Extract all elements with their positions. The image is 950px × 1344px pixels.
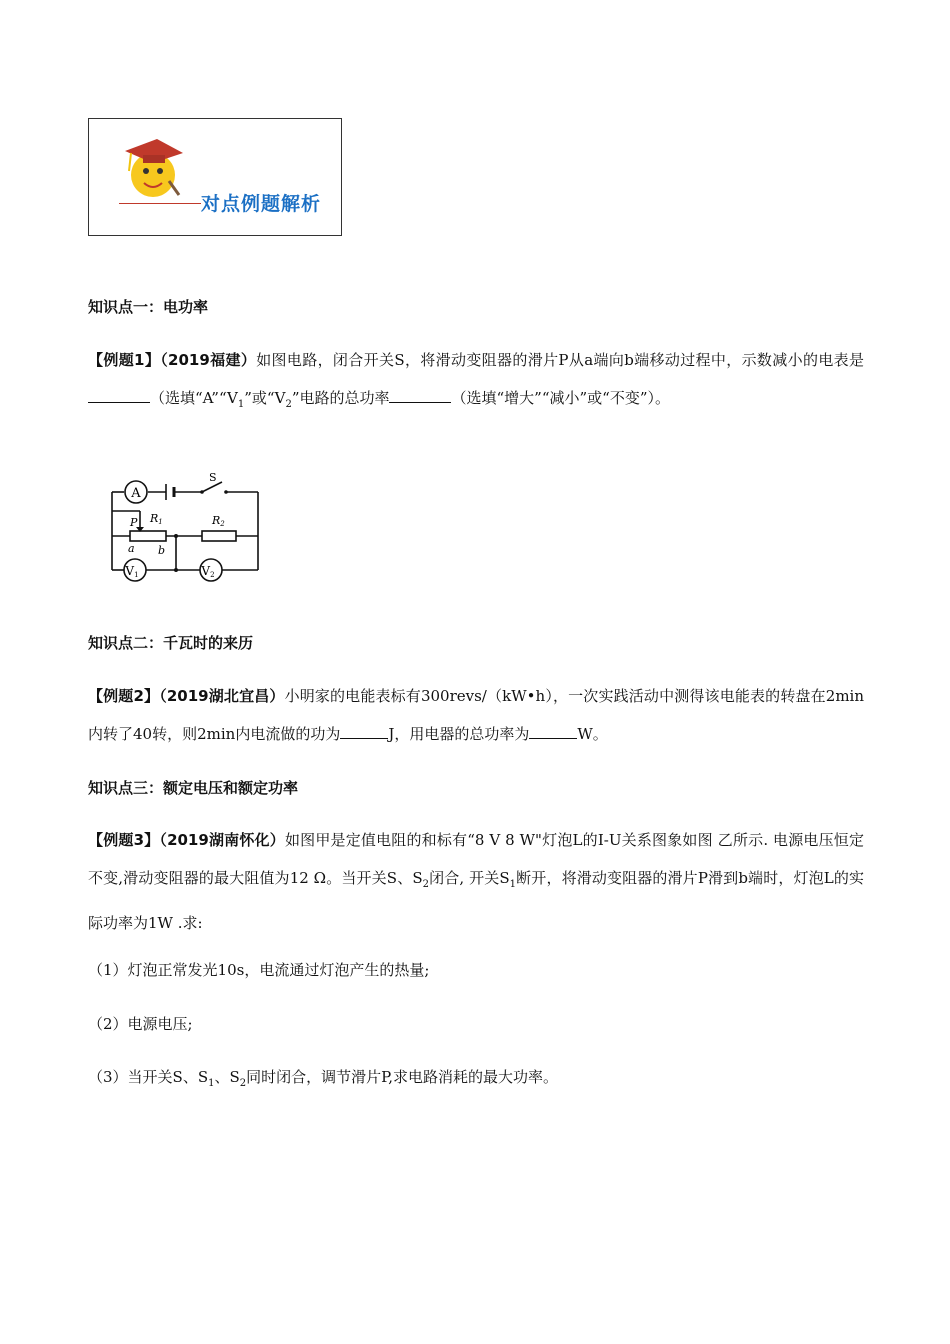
answer-blank[interactable] bbox=[340, 724, 388, 739]
answer-blank[interactable] bbox=[529, 724, 577, 739]
example-1: 【例题1】（2019福建）如图电路，闭合开关S，将滑动变阻器的滑片P从a端向b端移动过程中，示数减小的电表是（选填“$A”“V_1$”或“$V_2$”电路的总功率 （选填“增大”“减小”或“不变”）。 bbox=[88, 351, 865, 410]
answer-blank[interactable] bbox=[389, 388, 451, 403]
svg-text:a: a bbox=[128, 542, 135, 555]
question-3: （3）当开关S、$S_1$、$S_2$同时闭合，调节滑片P,求电路消耗的最大功率。 bbox=[88, 1068, 558, 1089]
svg-text:P: P bbox=[130, 516, 138, 529]
banner-rule bbox=[119, 203, 201, 204]
svg-text:A: A bbox=[131, 486, 141, 501]
example-label: 【例题3】 bbox=[88, 831, 160, 849]
svg-text:V2: V2 bbox=[201, 564, 215, 579]
section-heading-1: 知识点一：电功率 bbox=[88, 298, 209, 316]
svg-text:b: b bbox=[158, 544, 166, 557]
circuit-diagram bbox=[104, 470, 264, 582]
example-label: 【例题1】 bbox=[88, 351, 161, 369]
example-2: 【例题2】（2019湖北宜昌）小明家的电能表标有300revs/（kW•h），一次实践活动中测得该电能表的转盘在2min内转了40转，则2min内电流做的功为 J，用电器的总功率为 W。 bbox=[88, 687, 865, 743]
banner-title: 对点例题解析 bbox=[201, 193, 322, 215]
section-banner bbox=[88, 118, 342, 236]
section-heading-3: 知识点三：额定电压和额定功率 bbox=[88, 779, 299, 797]
question-2: （2）电源电压; bbox=[88, 1015, 193, 1033]
resistor-icon bbox=[202, 531, 236, 541]
example-3: 【例题3】（2019湖南怀化）如图甲是定值电阻的和标有“8 V 8 W"灯泡L的I-U关系图象如图 乙所示. 电源电压恒定不变,滑动变阻器的最大阻值为12 Ω。当开关S、$S_2$闭合, 开关$S_1$断开，将滑动变阻器的滑片P滑到b端时，灯泡L的实际功率为1W .求: bbox=[88, 831, 864, 932]
rheostat-icon bbox=[130, 531, 166, 541]
question-1: （1）灯泡正常发光10s，电流通过灯泡产生的热量; bbox=[88, 961, 430, 979]
section-heading-2: 知识点二：千瓦时的来历 bbox=[88, 634, 254, 652]
example-source: （2019福建） bbox=[160, 351, 257, 369]
graduate-mascot-icon bbox=[117, 133, 185, 203]
example-source: （2019湖南怀化） bbox=[159, 831, 285, 849]
example-label: 【例题2】 bbox=[88, 687, 160, 705]
svg-text:R1: R1 bbox=[150, 512, 163, 526]
example-source: （2019湖北宜昌） bbox=[159, 687, 285, 705]
switch-label: S bbox=[209, 471, 217, 484]
svg-text:V1: V1 bbox=[125, 564, 139, 579]
svg-text:R2: R2 bbox=[212, 514, 225, 528]
answer-blank[interactable] bbox=[88, 388, 150, 403]
